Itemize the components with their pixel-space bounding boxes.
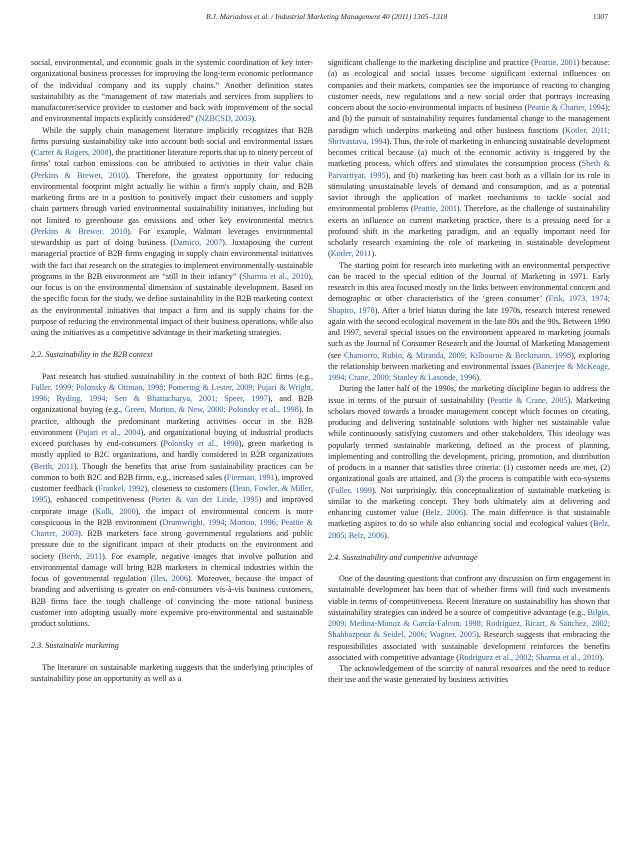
citation-link[interactable]: Dean, Fowler, & Miller, 1995 xyxy=(31,484,313,505)
text-run: ), and B2B organizational buying (e.g., xyxy=(31,394,313,415)
citation-link[interactable]: Peattie, 2001 xyxy=(413,204,457,214)
citation-link[interactable]: Kotler, 2011 xyxy=(330,249,372,259)
paragraph xyxy=(31,371,313,630)
text-run: social, environmental, and economic goals in the systemic coordination of key inter-organizational business processes for improving the long-term economic performance of the individual company and its supply chains.” Another definition states sustainability as the “management of raw materials and services from suppliers to manufacturer/service provider to customer and back with improvement of the social and environmental impacts explicitly considered” ( xyxy=(31,58,313,124)
text-run: ), improved customer feedback ( xyxy=(31,472,313,493)
text-run: ), the impact of environmental concern is more conspicuous in the B2B environment ( xyxy=(31,506,313,527)
text-run: ). B2B marketers face strong governmental regulations and public pressure due to the significant impact of their products on the environment and society ( xyxy=(31,529,313,561)
text-run: The acknowledgement of the scarcity of natural resources and the need to reduce their use and the waste generated by business activities xyxy=(328,664,610,685)
citation-link[interactable]: Carter & Rogers, 2008 xyxy=(33,148,109,157)
section-heading: 2.4. Sustainability and competitive advantage xyxy=(328,552,478,562)
citation-link[interactable]: Perkins & Brewer, 2010 xyxy=(33,226,128,236)
citation-link[interactable]: Bilgin, 2009; Medina-Munoz & García-Falcon, 1998; Rodriguez, Ricart, & Sanchez, 2002; Shahbazpour & Seidel, 2006; Wagner, 2005 xyxy=(328,607,610,640)
text-run: ). xyxy=(384,530,389,540)
citation-link[interactable]: Chamorro, Rubio, & Miranda, 2009; Kilbourne & Beckmann, 1998 xyxy=(343,350,572,360)
text-run: ), the practitioner literature reports that up to ninety percent of firms’ total carbon emissions can be attributed to activities in their value chain ( xyxy=(31,148,313,180)
citation-link[interactable]: Kolk, 2000 xyxy=(95,506,136,516)
citation-link[interactable]: Fuller, 1999; Polonsky & Ottman, 1998; Pomering & Lester, 2009; Pujari & Wright, 1996; Ryding, 1994; Sen & Bhattacharya, 2001; Speer, 1997 xyxy=(31,382,313,403)
citation-link[interactable]: Fierman, 1991 xyxy=(226,472,275,482)
citation-link[interactable]: Green, Morton, & New, 2000; Polonsky et al., 1998 xyxy=(124,405,299,415)
citation-link[interactable]: Perkins & Brewer, 2010 xyxy=(33,170,126,180)
text-run: ). Moreover, because the impact of branding and advertising is greater on end-consumers vis-à-vis business customers, B2B firms face the tough challenge of convincing the more rational business customer into adopting usually more expensive pro-environmental and sustainable product solutions. xyxy=(31,574,313,628)
text-run: ). In practice, although the predominant marketing activities occur in the B2B environment ( xyxy=(31,405,314,437)
paragraph xyxy=(328,260,610,384)
citation-link[interactable]: NZBCSD, 2003 xyxy=(198,114,252,124)
text-run: ) and improved corporate image ( xyxy=(31,495,313,516)
text-run: ). Not surprisingly, this conceptualization of sustainable marketing is similar to the marketing concept. They both ultimately aim at delivering and enhancing customer value ( xyxy=(328,485,610,517)
text-run: ), green marketing is mostly applied to B2C organizations, and hardly considered in B2B organizations ( xyxy=(31,439,313,471)
citation-link[interactable]: Damico, 2007 xyxy=(173,238,223,247)
text-run: ), exploring the relationship between marketing and environmental issues ( xyxy=(328,350,610,371)
paragraph xyxy=(328,573,610,663)
page-number: 1307 xyxy=(592,12,608,21)
citation-link[interactable]: Porter & van der Linde, 1995 xyxy=(151,495,259,505)
citation-link[interactable]: Sharma et al., 2010 xyxy=(242,271,309,281)
paragraph xyxy=(31,662,313,685)
text-run: ). xyxy=(599,652,605,662)
text-run: ), enhanced competitiveness ( xyxy=(47,495,152,505)
text-run: significant challenge to the marketing discipline and practice ( xyxy=(328,58,534,67)
text-run: ), our focus is on the environmental dimension of sustainable development. Based on the specific focus for the study, we define sustainability in the B2B marketing context as the environmental initiatives that impact a firm and its supply chains for the purpose of reducing the environmental impact of their business operations, while also using the initiatives as a competitive advantage in their marketing strategies. xyxy=(31,271,314,337)
citation-link[interactable]: Sheth & Parvartiyar, 1995 xyxy=(328,159,610,180)
paragraph xyxy=(31,57,313,125)
right-column xyxy=(328,57,610,686)
citation-link[interactable]: Fuller, 1999 xyxy=(330,485,372,495)
text-run: Past research has studied sustainability in the context of both B2C firms (e.g., xyxy=(42,371,313,381)
text-run: ). Juxtaposing the current managerial practice of B2B firms engaging in supply chain environmental initiatives with the fact that research on the strategies to implement environmentally sustainable programs in the B2B environment are “still in their infancy” ( xyxy=(31,238,313,281)
text-run: While the supply chain management literature implicitly recognizes that B2B firms pursuing sustainability take into account both social and environmental issues ( xyxy=(31,125,313,157)
text-run: ). xyxy=(371,249,377,259)
text-run: ). After a brief hiatus during the late 1970s, research interest renewed again with the second ecological movement in the late 80s and the 90s. Between 1990 and 1997, several special issues on the environment appeared in marketing journals such as the Journal of Consumer Research and the Journal of Marketing Management (see xyxy=(328,305,610,360)
text-run: ) because: (a) as ecological and social issues become significant external influences on companies and their markets, companies see the importance of reacting to changing customer needs, new regulations and a new social order that portrays increasing concern about the socio-environmental impacts of business ( xyxy=(328,58,610,112)
text-run: ). The main difference is that sustainable marketing aspires to do so while also enhancing social and ecological values ( xyxy=(328,508,610,529)
citation-link[interactable]: Banerjee & McKeage, 1994; Crane, 2000; Stanley & Lasonde, 1996 xyxy=(328,361,610,382)
text-run: ). Marketing scholars moved towards a broader management concept which focuses on creating, producing and delivering sustainable solutions with higher net sustainable value while continuously satisfying customers and other stakeholders. This ideology was popularly termed sustainable marketing, defined as the process of planning, implementing and controlling the development, pricing, promotion, and distribution of products in a manner that satisfies three criteria: (1) customer needs are met, (2) organizational goals are attained, and (3) the process is compatible with eco-systems ( xyxy=(328,395,610,495)
running-header xyxy=(30,12,608,26)
text-run: ), and organizational buying of industrial products exceed purchases by end-consumers ( xyxy=(31,427,314,448)
running-head: B.J. Mariadoss et al. / Industrial Marketing Management 40 (2011) 1305–1318 xyxy=(206,12,448,21)
citation-link[interactable]: Berth, 2011 xyxy=(33,461,74,471)
citation-link[interactable]: Pujari et al., 2004 xyxy=(78,427,141,437)
text-run: The starting point for research into marketing with an environmental perspective can be traced to the special edition of the Journal of Marketing in 1971. Early research in this area focused mostly on the links between environmental concern and demographic or other characteristics of the ‘green consumer’ ( xyxy=(328,260,610,304)
text-run: ). Thus, the role of marketing in enhancing sustainable development becomes critical because (a) much of the economic activity is triggered by the marketing process, which offers and stimulates the consumption process ( xyxy=(328,136,610,169)
text-run: ). For example, negative images that involve pollution and environmental damage will bring B2B marketers in chemical industries within the focus of governmental regulation ( xyxy=(31,551,313,583)
citation-link[interactable]: Peattie & Charter, 1994 xyxy=(527,103,605,112)
citation-link[interactable]: Fisk, 1973, 1974; Shapiro, 1978 xyxy=(328,294,610,315)
citation-link[interactable]: Belz, 2005; Belz, 2006 xyxy=(328,519,610,540)
text-run: ). For example, Walmart leverages environmental stewardship as part of doing business ( xyxy=(31,226,313,247)
citation-link[interactable]: Peattie & Crane, 2005 xyxy=(490,395,568,405)
left-column xyxy=(31,57,313,684)
paragraph xyxy=(328,383,610,541)
text-run: ), and (b) marketing has been cast both as a villain for its role in stimulating unsustainable levels of demand and consumption, and as a potential savior through the application of market mechanisms to tackle social and environmental problems ( xyxy=(328,170,611,214)
text-run: ). Research suggests that embracing the responsibilities associated with sustainable development reinforces the benefits associated with competitive advantage ( xyxy=(328,630,610,662)
citation-link[interactable]: Peattie, 2001 xyxy=(533,58,577,67)
citation-link[interactable]: Polonsky et al., 1998 xyxy=(163,439,239,448)
text-run: ). Therefore, the greatest opportunity for reducing environmental footprint might actually lie within a firm's supply chain, and B2B marketing firms are in a position to positively impact their customers and supply chain partners through varied environmental sustainability initiatives, including but not limited to greenhouse gas emissions and other key environmental metrics ( xyxy=(31,170,313,236)
text-run: ). xyxy=(476,373,482,382)
text-run: During the latter half of the 1990s, the marketing discipline began to address the issue in terms of the pursuit of sustainability ( xyxy=(328,384,610,405)
citation-link[interactable]: Kotler, 2011; Shrivastava, 1994 xyxy=(328,125,610,146)
text-run: ); and (b) the pursuit of sustainability requires fundamental change to the management paradigm which underpins marketing and other business functions ( xyxy=(328,103,610,135)
section-heading: 2.3. Sustainable marketing xyxy=(31,641,119,651)
text-run: ). xyxy=(251,114,257,124)
paragraph xyxy=(31,125,313,339)
citation-link[interactable]: Rodriguez et al., 2002; Sharma et al., 2010 xyxy=(458,652,600,662)
text-run: One of the daunting questions that confront any discussion on firm engagement in sustainable development has been that of whether firms will find such investments viable in terms of competitiveness. Recent literature on sustainability has shown that sustainability strategies can indeed be a source of competitive advantage (e.g., xyxy=(328,574,610,617)
paragraph xyxy=(328,663,610,686)
citation-link[interactable]: Frankel, 1992 xyxy=(98,484,145,493)
section-heading: 2.2. Sustainability in the B2B context xyxy=(31,350,153,360)
text-run: ), closeness to customers ( xyxy=(144,484,233,493)
paragraph xyxy=(328,57,610,260)
citation-link[interactable]: Iles, 2006 xyxy=(153,574,188,583)
citation-link[interactable]: Belz, 2006 xyxy=(425,508,463,517)
citation-link[interactable]: Berth, 2011 xyxy=(61,551,103,561)
citation-link[interactable]: Drumwright, 1994; Morton, 1996; Peattie & Charter, 2003 xyxy=(31,517,313,538)
text-run: The literature on sustainable marketing suggests that the underlying principles of sustainability pose an opportunity as well as a xyxy=(31,662,313,683)
text-run: ). Therefore, as the challenge of sustainability exerts an influence on current marketing practice, there is a pressing need for a profound shift in the marketing paradigm, and an equally important need for scholarly research examining the role of marketing in sustainable development ( xyxy=(328,204,610,259)
text-run: ). Though the benefits that arise from sustainability practices can be common to both B2C and B2B firms, e.g., increased sales ( xyxy=(31,461,313,482)
